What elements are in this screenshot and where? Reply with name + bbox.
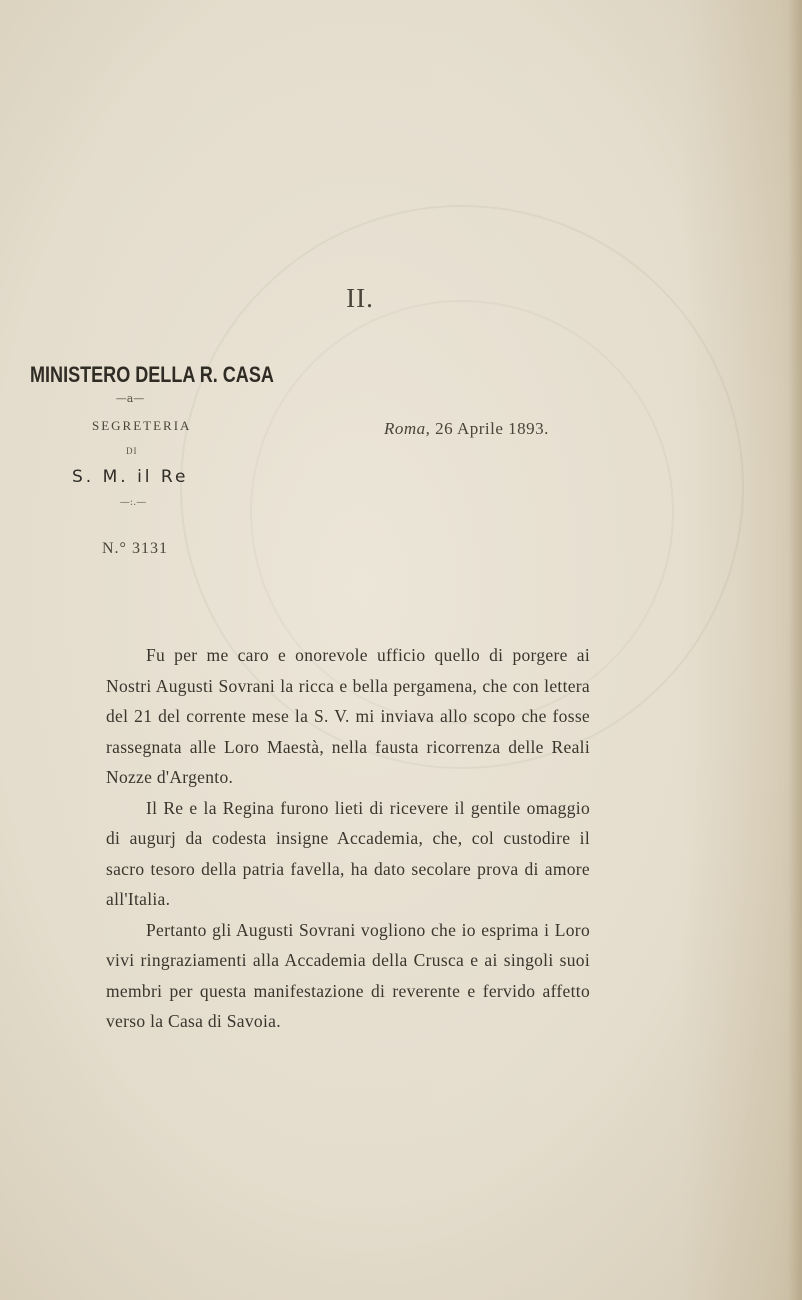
dateline [384, 419, 549, 439]
letterhead-office-di: DI [126, 446, 138, 456]
letter-body [106, 640, 590, 1037]
date-value: 26 Aprile 1893. [435, 419, 549, 438]
document-numeral: II. [346, 283, 374, 313]
letterhead-office: SEGRETERIA [92, 418, 192, 433]
date-place: Roma, [384, 419, 431, 438]
protocol-number: N.° 3131 [102, 540, 168, 557]
letterhead-ministry: MINISTERO DELLA R. CASA [30, 362, 274, 387]
paragraph: Pertanto gli Augusti Sovrani vogliono che io esprima i Loro vivi ringraziamenti alla Accademia della Crusca e ai singoli suoi membri per questa manifestazione di reverente e fervido affetto verso la Casa di Savoia. [106, 919, 590, 1031]
letterhead-ornament-top: —a— [115, 392, 145, 405]
letterhead-sovereign: S. M. il Re [72, 467, 189, 487]
letterhead-ornament-bottom: —:.— [119, 497, 147, 508]
paragraph: Fu per me caro e onorevole ufficio quello di porgere ai Nostri Augusti Sovrani la ricca e bella pergamena, che con lettera del 21 del corrente mese la S. V. mi inviava allo scopo che fosse rassegnata alle Loro Maestà, nella fausta ricorrenza delle Reali Nozze d'Argento. [106, 645, 590, 787]
page-edge-shadow [788, 0, 802, 1300]
paragraph: Il Re e la Regina furono lieti di ricevere il gentile omaggio di augurj da codesta insigne Accademia, che, col custodire il sacro tesoro della patria favella, ha dato secolare prova di amore all'Italia. [106, 797, 590, 909]
